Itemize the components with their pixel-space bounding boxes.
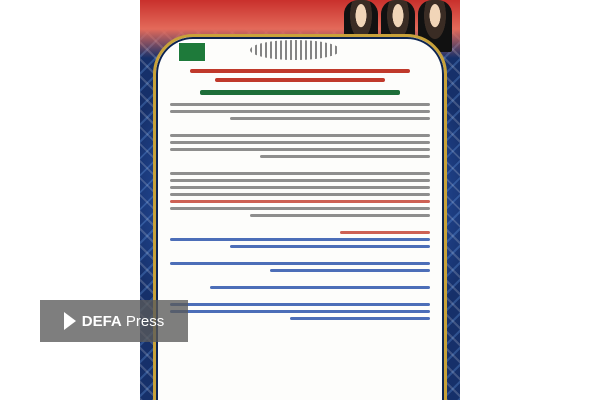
invitation-title-line: [215, 78, 385, 82]
body-text-line: [250, 214, 430, 217]
watermark-suffix: Press: [125, 312, 165, 330]
body-text-line: [170, 148, 430, 151]
body-text-line: [170, 103, 430, 106]
announcement-poster: [140, 0, 460, 400]
invitation-title-line: [190, 69, 410, 73]
program-item-line: [170, 310, 430, 313]
defa-press-watermark: [40, 300, 188, 342]
program-item-line: [170, 238, 430, 241]
body-text-line: [170, 186, 430, 189]
green-seal-icon: [178, 42, 206, 62]
body-text-line: [170, 172, 430, 175]
body-text-line: [170, 179, 430, 182]
body-text-line: [170, 193, 430, 196]
body-text-line: [230, 117, 430, 120]
program-item-line: [170, 262, 430, 265]
program-item-line: [210, 286, 430, 289]
program-item-line: [290, 317, 430, 320]
highlight-text-line: [170, 200, 430, 203]
body-text-line: [170, 141, 430, 144]
watermark-text: [82, 313, 165, 330]
poster-text-block: [170, 64, 430, 324]
body-text-line: [170, 207, 430, 210]
bismillah-calligraphy: [250, 40, 340, 60]
program-heading-line: [340, 231, 430, 234]
quran-verse-line: [200, 90, 400, 95]
program-item-line: [230, 245, 430, 248]
program-item-line: [170, 303, 430, 306]
program-item-line: [270, 269, 430, 272]
body-text-line: [170, 134, 430, 137]
play-triangle-icon: [64, 312, 76, 330]
body-text-line: [260, 155, 430, 158]
watermark-brand: DEFA: [81, 312, 122, 330]
body-text-line: [170, 110, 430, 113]
